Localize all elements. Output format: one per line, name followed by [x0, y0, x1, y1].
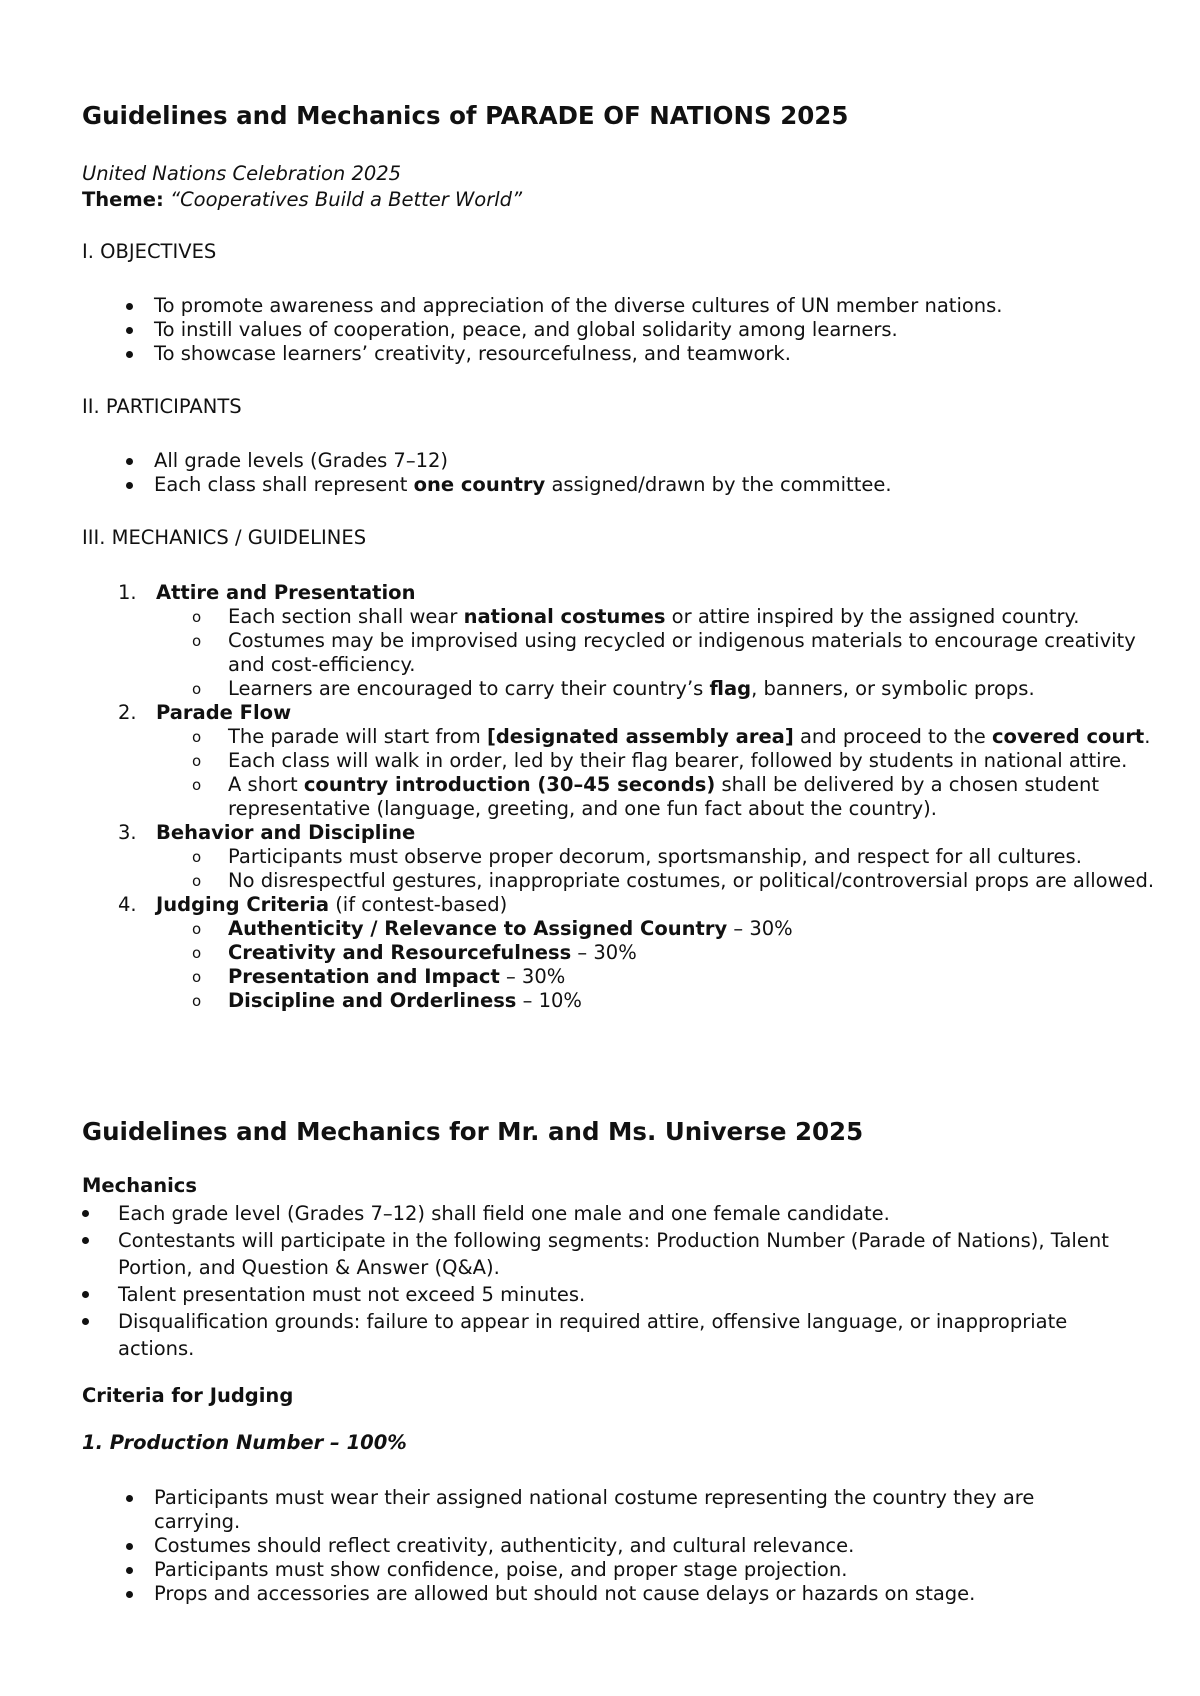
objectives-heading: I. OBJECTIVES	[82, 240, 217, 263]
participants-heading: II. PARTICIPANTS	[82, 395, 242, 418]
theme-value: “Cooperatives Build a Better World”	[169, 188, 523, 211]
criterion-weight: – 30%	[499, 965, 566, 988]
sub-list	[156, 917, 1158, 1013]
production-list	[82, 1486, 1122, 1606]
list-item: Contestants will participate in the following segments: Production Number (Parade of Nations), Talent Portion, and Question & Answer (Q&A).	[82, 1227, 1122, 1281]
item-number: 1.	[118, 581, 137, 604]
mechanics-heading: III. MECHANICS / GUIDELINES	[82, 526, 367, 549]
text-segment: A short	[228, 773, 304, 796]
objectives-list	[82, 294, 1162, 366]
item-number: 4.	[118, 893, 137, 916]
sub-list	[156, 845, 1158, 893]
item-title: Attire and Presentation	[156, 581, 416, 604]
item-number: 3.	[118, 821, 137, 844]
list-item: To promote awareness and appreciation of the diverse cultures of UN member nations.	[82, 294, 1162, 318]
item-title: Judging Criteria	[156, 893, 329, 916]
text-segment: assigned/drawn by the committee.	[545, 473, 892, 496]
criterion-name: Discipline and Orderliness	[228, 989, 517, 1012]
list-item: Talent presentation must not exceed 5 minutes.	[82, 1281, 1122, 1308]
criterion-weight: – 30%	[727, 917, 793, 940]
criterion-name: Presentation and Impact	[228, 965, 500, 988]
theme-line	[82, 188, 522, 212]
text-segment-bold: country introduction (30–45 seconds)	[303, 773, 716, 796]
item-note: (if contest-based)	[329, 893, 508, 916]
sub-item	[156, 989, 1158, 1013]
text-segment-bold: [designated assembly area]	[486, 725, 794, 748]
text-segment: Learners are encouraged to carry their country’s	[228, 677, 710, 700]
list-item: Disqualification grounds: failure to appear in required attire, offensive language, or inappropriate actions.	[82, 1308, 1122, 1362]
sub-item: o Each class will walk in order, led by their flag bearer, followed by students in national attire.	[156, 749, 1158, 773]
universe-mechanics-heading: Mechanics	[82, 1174, 197, 1197]
list-item: Participants must show confidence, poise, and proper stage projection.	[82, 1558, 1122, 1582]
text-segment: The parade will start from	[228, 725, 487, 748]
production-heading: 1. Production Number – 100%	[82, 1431, 407, 1454]
text-segment: shall be delivered by a chosen student representative (language, greeting, and one fun fact about the country).	[228, 773, 1099, 820]
mechanics-item-flow	[118, 701, 1158, 821]
sub-item: o Participants must observe proper decorum, sportsmanship, and respect for all cultures.	[156, 845, 1158, 869]
criterion-weight: – 30%	[571, 941, 637, 964]
sub-list	[156, 605, 1158, 701]
text-segment: or attire inspired by the assigned country.	[665, 605, 1080, 628]
text-segment: and proceed to the	[793, 725, 992, 748]
universe-mechanics-list	[82, 1200, 1122, 1362]
sub-item	[156, 773, 1158, 821]
text-segment-bold: covered court	[992, 725, 1145, 748]
list-item: Each grade level (Grades 7–12) shall field one male and one female candidate.	[82, 1200, 1122, 1227]
text-segment: Each section shall wear	[228, 605, 464, 628]
mechanics-item-behavior	[118, 821, 1158, 893]
criterion-weight: – 10%	[516, 989, 582, 1012]
criterion-name: Creativity and Resourcefulness	[228, 941, 572, 964]
sub-item	[156, 605, 1158, 629]
text-segment-bold: one country	[413, 473, 546, 496]
sub-item	[156, 941, 1158, 965]
page-title: Guidelines and Mechanics of PARADE OF NATIONS 2025	[82, 101, 849, 130]
list-item: Costumes should reflect creativity, authenticity, and cultural relevance.	[82, 1534, 1122, 1558]
criteria-heading: Criteria for Judging	[82, 1384, 294, 1407]
mechanics-item-judging	[118, 893, 1158, 1013]
text-segment: , banners, or symbolic props.	[751, 677, 1035, 700]
list-item: Participants must wear their assigned national costume representing the country they are carrying.	[82, 1486, 1122, 1534]
theme-label: Theme:	[82, 188, 164, 211]
mechanics-list	[118, 581, 1158, 1013]
criterion-name: Authenticity / Relevance to Assigned Country	[228, 917, 728, 940]
text-segment: .	[1144, 725, 1151, 748]
sub-item: o Costumes may be improvised using recycled or indigenous materials to encourage creativity and cost-efficiency.	[156, 629, 1158, 677]
sub-item	[156, 917, 1158, 941]
universe-title: Guidelines and Mechanics for Mr. and Ms. Universe 2025	[82, 1117, 864, 1146]
subtitle: United Nations Celebration 2025	[82, 162, 402, 185]
item-number: 2.	[118, 701, 137, 724]
list-item: All grade levels (Grades 7–12)	[82, 449, 1162, 473]
sub-list	[156, 725, 1158, 821]
sub-item: o No disrespectful gestures, inappropriate costumes, or political/controversial props are allowed.	[156, 869, 1158, 893]
sub-item	[156, 677, 1158, 701]
list-item: Props and accessories are allowed but should not cause delays or hazards on stage.	[82, 1582, 1122, 1606]
participants-list	[82, 449, 1162, 497]
mechanics-item-attire	[118, 581, 1158, 701]
text-segment-bold: flag	[709, 677, 752, 700]
sub-item	[156, 725, 1158, 749]
sub-item	[156, 965, 1158, 989]
text-segment: Each class shall represent	[154, 473, 414, 496]
item-title: Parade Flow	[156, 701, 292, 724]
item-title: Behavior and Discipline	[156, 821, 416, 844]
text-segment-bold: national costumes	[463, 605, 666, 628]
list-item	[82, 473, 1162, 497]
list-item: To instill values of cooperation, peace, and global solidarity among learners.	[82, 318, 1162, 342]
list-item: To showcase learners’ creativity, resourcefulness, and teamwork.	[82, 342, 1162, 366]
